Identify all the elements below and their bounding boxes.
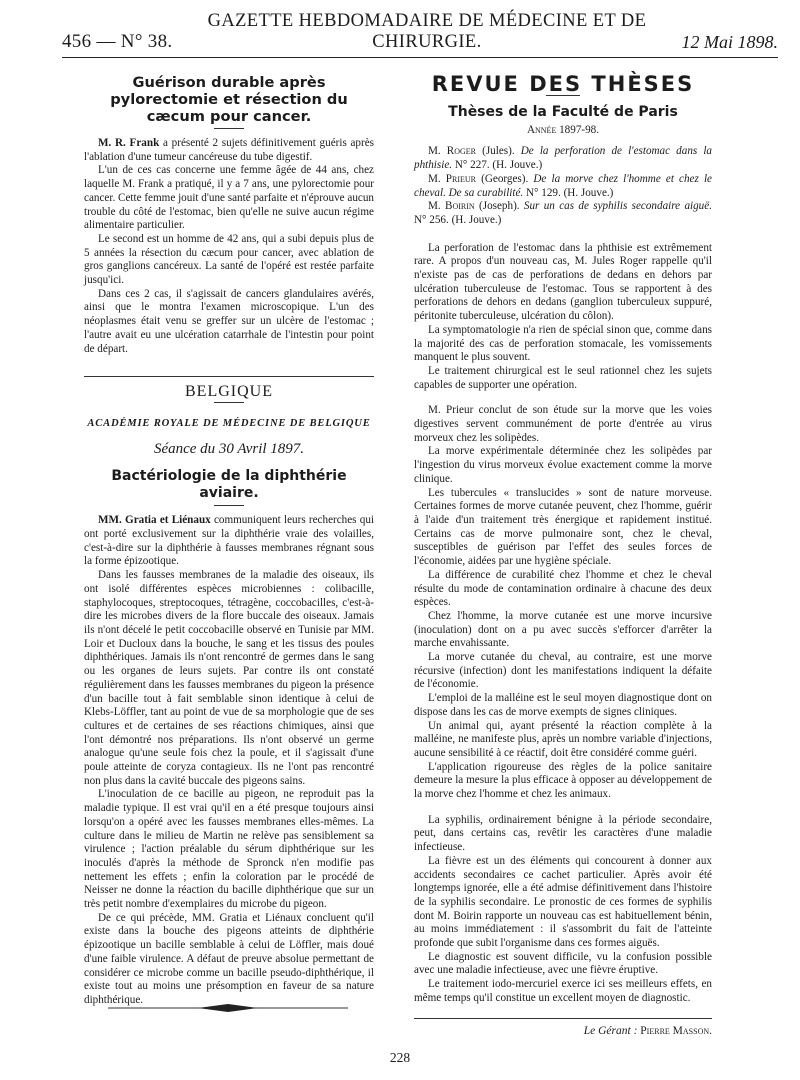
section-short-rule [214, 402, 244, 403]
page-issue-number: 456 — N° 38. [62, 31, 173, 52]
paragraph: La fièvre est un des éléments qui concourent à donner aux accidents secondaires ce cachet particulier. Après avoir été longtemps ignorée, elle a été admise définitivement dans l'histoire de la syphilis secondaire. Le pronostic de ces formes de syphilis dont M. Boirin rapporte un nouveau cas est habituellement bénin, au moins immédiatement : il s'assombrit du fait de l'atteinte profonde que subit l'organisme dans ces formes aiguës. [414, 854, 712, 950]
article-title-diphtherie: Bactériologie de la diphthérie aviaire. [111, 468, 347, 502]
paragraph: Chez l'homme, la morve cutanée est une morve incursive (inoculation) dont on a pu avec succès s'efforcer d'arrêter la marche envahissante. [414, 609, 712, 650]
title-rule [214, 128, 244, 129]
paragraph: La morve cutanée du cheval, au contraire, est une morve récursive (infection) dont les manifestations indiquent la défaite de l'économie. [414, 651, 712, 691]
paragraph: L'emploi de la malléine est le seul moyen diagnostique dont on dispose dans les cas de morve exempts de signes cliniques. [414, 692, 712, 718]
author-lead: MM. Gratia et Liénaux [98, 514, 211, 527]
section-heading-belgique: BELGIQUE [185, 383, 273, 401]
paragraph: Le traitement chirurgical est le seul rationnel chez les sujets capables de supporter une opération. [414, 364, 712, 391]
gerant-name: Pierre Masson. [640, 1024, 712, 1037]
ornamental-rule [108, 1002, 348, 1014]
page-number: 228 [389, 1050, 411, 1065]
paragraph: Les tubercules « translucides » sont de nature morveuse. Certaines formes de morve cutanée peuvent, chez l'homme, guérir à l'aide d'un traitement très énergique et rapidement institué. Certains cas de morve pulmonaire sont, chez le cheval, susceptibles de guérison par l'effet des seules forces de l'économie, aidées par une hygiène spéciale. [414, 486, 712, 568]
author-lead: M. R. Frank [98, 137, 160, 149]
gerant-line: Le Gérant : Pierre Masson. [583, 1024, 712, 1037]
thesis-entry: M. Prieur (Georges). De la morve chez l'homme et chez le cheval. De sa curabilité. N° 129. (H. Jouve.) [414, 172, 712, 199]
academic-year: Année 1897-98. [526, 123, 600, 136]
journal-title: GAZETTE HEBDOMADAIRE DE MÉDECINE ET DE CHIRURGIE. [207, 11, 647, 52]
paragraph: Le second est un homme de 42 ans, qui a subi depuis plus de 5 années la résection du cæcum pour cancer, avec ablation de gros ganglions cancéreux. La santé de l'opéré est restée parfaite jusqu'ici. [84, 232, 374, 287]
issue-date: 12 Mai 1898. [681, 32, 778, 52]
seance-date: Séance du 30 Avril 1897. [153, 440, 305, 457]
paragraph: M. R. Frank a présenté 2 sujets définitivement guéris après l'ablation d'une tumeur cancéreuse du tube digestif. [84, 137, 374, 163]
gerant-rule [414, 1018, 712, 1019]
paragraph: De ce qui précède, MM. Gratia et Liénaux concluent qu'il existe dans la bouche des pigeons atteints de diphthérie épizootique un bacille semblable à celui de Löffler, mais doué d'une faible virulence. A défaut de preuve absolue permettant de considérer ce microbe comme un bacille pseudo-diphthérique, il existe tout au moins une présomption en faveur de sa nature diphthérique. [84, 911, 374, 1006]
theses-subtitle: Thèses de la Faculté de Paris [448, 103, 678, 120]
paragraph: MM. Gratia et Liénaux communiquent leurs recherches qui ont porté exclusivement sur la diphthérie vraie des volailles, c'est-à-dire sur la diphthérie à fausses membranes régnant sous la forme épizootique. [84, 514, 374, 568]
title-rule [214, 505, 244, 506]
section-heading-revue: REVUE DES THÈSES [431, 72, 695, 96]
paragraph: La symptomatologie n'a rien de spécial sinon que, comme dans la majorité des cas de perforation stomacale, les vomissements manquent le plus souvent. [414, 323, 712, 364]
paragraph: Dans ces 2 cas, il s'agissait de cancers glandulaires avérés, ainsi que le montra l'examen microscopique. L'un des néoplasmes était venu se greffer sur un ulcère de l'estomac ; l'autre avait eu une ulcération catarrhale de l'intestin pour point de départ. [84, 287, 374, 355]
running-head [62, 11, 778, 58]
paragraph: La syphilis, ordinairement bénigne à la période secondaire, peut, dans certains cas, revêtir les caractères d'une maladie infectieuse. [414, 813, 712, 854]
thesis-entry: M. Roger (Jules). De la perforation de l'estomac dans la phthisie. N° 227. (H. Jouve.) [414, 145, 713, 172]
paragraph: La différence de curabilité chez l'homme et chez le cheval résulte du mode de contamination ordinaire à chacune des deux espèces. [414, 568, 712, 609]
paragraph: Le traitement iodo-mercuriel exerce ici ses meilleurs effets, en même temps qu'il constitue un excellent moyen de diagnostic. [414, 978, 712, 1004]
paragraph: La morve expérimentale déterminée chez les solipèdes par l'ingestion du virus morveux évolue exactement comme la morve clinique. [414, 445, 712, 485]
paragraph: La perforation de l'estomac dans la phthisie est extrêmement rare. A propos d'un nouveau cas, M. Jules Roger rappelle qu'il n'existe pas de cas de perforations de dedans en dehors par ulcération tuberculeuse de l'estomac. Tous se rapportent à des perforations de dehors en dedans (ganglion tuberculeux suppuré, péritonite tuberculeuse, ulcération du côlon). [414, 241, 712, 323]
paragraph: L'inoculation de ce bacille au pigeon, ne reproduit pas la maladie typique. Il est vrai qu'il en a été presque toujours ainsi lorsqu'on a opéré avec les fausses membranes elles-mêmes. La culture dans le milieu de Martin ne relève pas sensiblement sa virulence ; l'action préalable du sérum diphthérique sur les inoculés d'après la méthode de Spronck n'en modifie pas nettement les effets ; enfin la coloration par le procédé de Neisser ne donne la réaction du bacille diphthérique que sur un très petit nombre d'exemplaires du microbe du pigeon. [84, 788, 374, 911]
section-rule [84, 376, 374, 377]
paragraph: L'un de ces cas concerne une femme âgée de 44 ans, chez laquelle M. Frank a pratiqué, il y a 7 ans, une pylorectomie pour cancer. Cette femme jouit d'une santé parfaite et n'éprouve aucun trouble du côté de l'estomac, bien qu'elle ne suive aucun régime alimentaire particulier. [84, 164, 374, 232]
paragraph: M. Prieur conclut de son étude sur la morve que les voies digestives servent communément de porte d'entrée au virus morveux chez les solipèdes. [414, 404, 712, 444]
academy-heading: ACADÉMIE ROYALE DE MÉDECINE DE BELGIQUE [87, 417, 371, 429]
paragraph: L'application rigoureuse des règles de la police sanitaire demeure la mesure la plus efficace à opposer au développement de la morve chez l'homme et chez les animaux. [414, 760, 712, 801]
right-column [414, 74, 712, 1038]
paragraph: Dans les fausses membranes de la maladie des oiseaux, ils ont isolé différentes espèces microbiennes : colibacille, staphylocoques, streptocoques, tétragène, coccobacilles, c'est-à-dire les microbes divers de la flore buccale des oiseaux. Jamais ils n'ont décelé le petit coccobacille observé en Tunisie par MM. Loir et Ducloux dans la bouche, le sang et les tissus des poules diphthériques. Jamais ils n'ont rencontré de germes dans le sang ou les organes de leurs sujets. Par contre ils ont constaté régulièrement dans les fausses membranes du pigeon la présence d'un bacille tout à fait semblable sinon identique à celui de Klebs-Löffler, tant au point de vue de sa morphologie que de ses cultures et de certaines de ses réactions chimiques, ainsi que l'ont démontré nos préparations. Ils n'ont observé un germe analogue qu'une seule fois chez la poule, et il s'agissait d'une poule atteinte de coryza contagieux. Ils ne l'ont pas rencontré non plus dans la cavité buccale des pigeons sains. [84, 569, 374, 787]
article-title-pylorectomie: Guérison durable après pylorectomie et résection du cæcum pour cancer. [110, 74, 348, 125]
thesis-entry: M. Boirin (Joseph). Sur un cas de syphilis secondaire aiguë. N° 256. (H. Jouve.) [414, 200, 712, 226]
paragraph: Le diagnostic est souvent difficile, vu la confusion possible avec une maladie infectieuse, avec une fièvre éruptive. [414, 950, 712, 977]
paragraph: Un animal qui, ayant présenté la réaction complète à la malléine, ne manifeste plus, après un nombre variable d'injections, aucune sensibilité à ce réactif, doit être considéré comme guéri. [414, 719, 712, 759]
left-column [84, 74, 374, 1008]
